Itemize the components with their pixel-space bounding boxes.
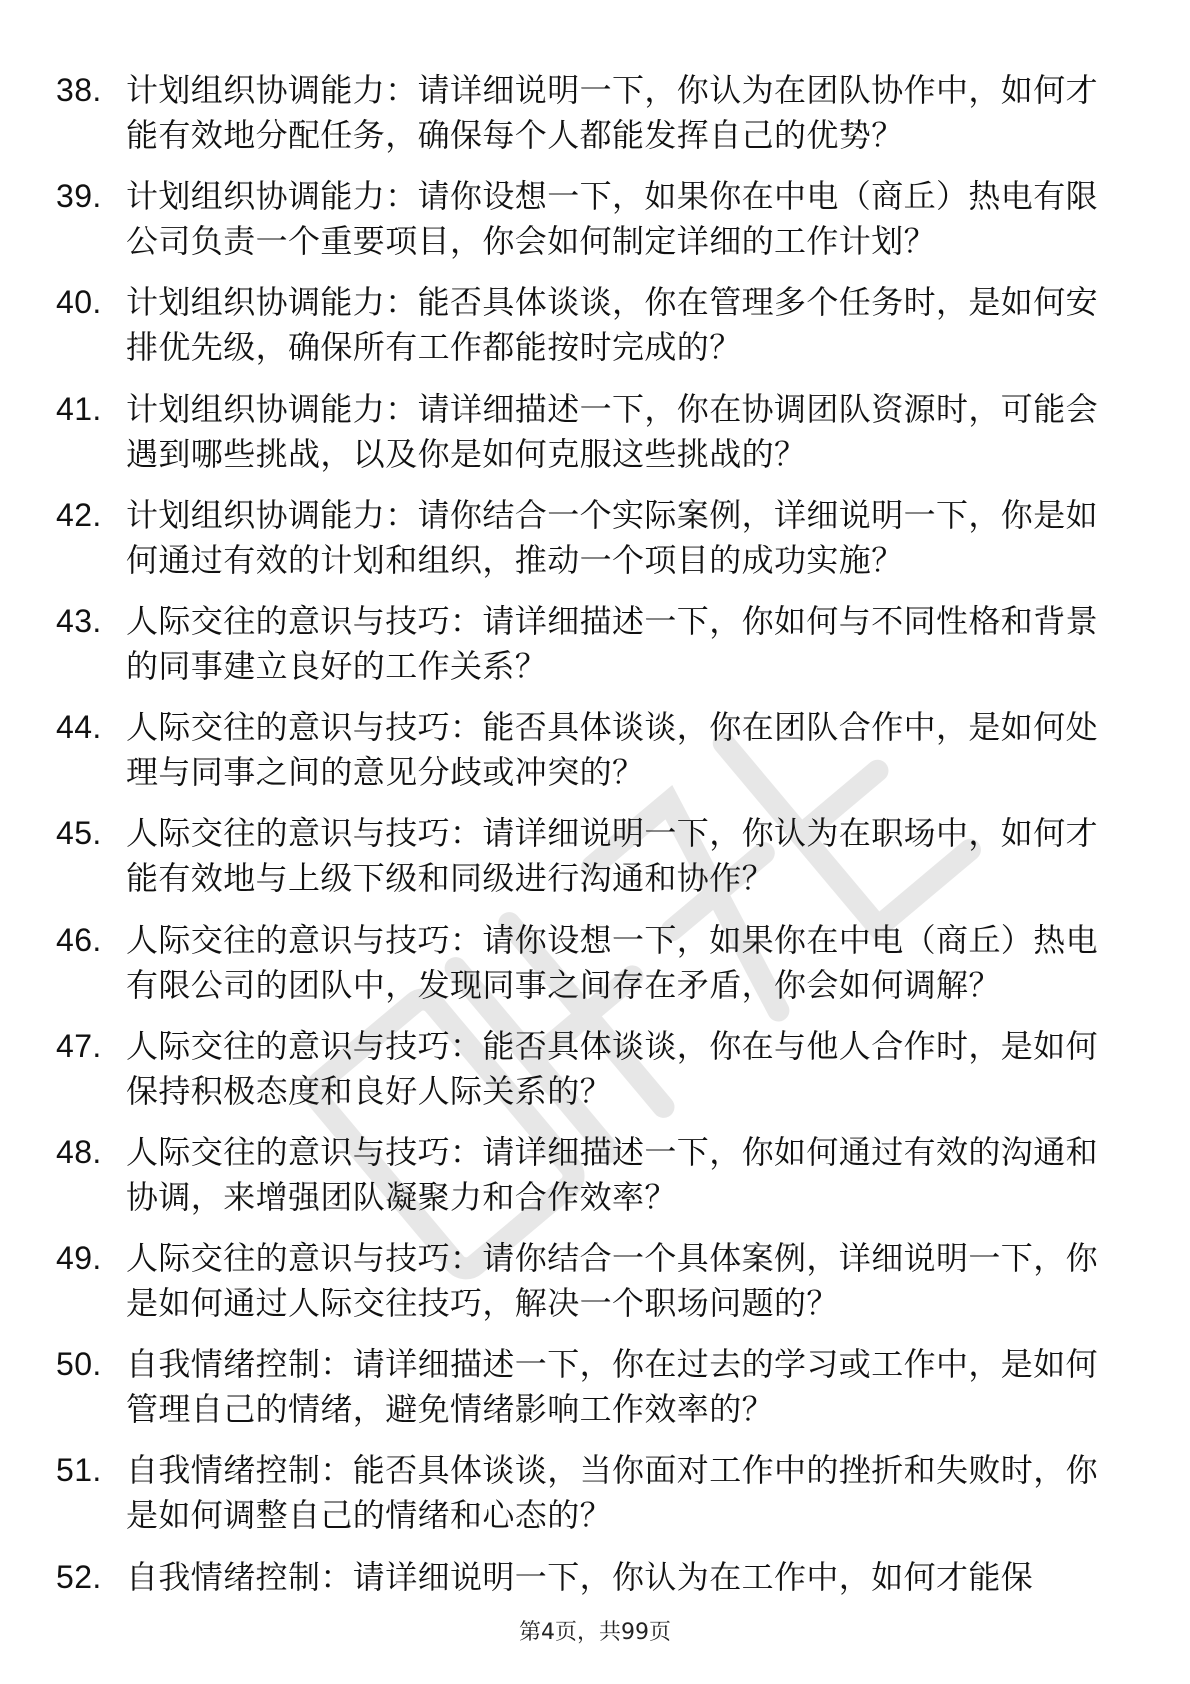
question-number: 46. [56,921,102,958]
question-number: 41. [56,390,102,427]
question-item [56,1130,1116,1220]
question-number: 48. [56,1133,102,1170]
question-text: 自我情绪控制：能否具体谈谈，当你面对工作中的挫折和失败时，你是如何调整自己的情绪和心态的？ [126,1451,1099,1535]
question-item [56,811,1116,901]
question-item [56,1024,1116,1114]
question-text: 人际交往的意识与技巧：请详细描述一下，你如何通过有效的沟通和协调，来增强团队凝聚力和合作效率？ [126,1132,1099,1216]
page-footer [0,1618,1190,1648]
question-text: 自我情绪控制：请详细说明一下，你认为在工作中，如何才能保 [126,1557,1034,1596]
question-number: 44. [56,709,102,746]
question-item [56,1342,1116,1432]
question-item [56,493,1116,583]
question-text: 人际交往的意识与技巧：请你设想一下，如果你在中电（商丘）热电有限公司的团队中，发现同事之间存在矛盾，你会如何调解？ [126,920,1099,1004]
question-text: 计划组织协调能力：能否具体谈谈，你在管理多个任务时，是如何安排优先级，确保所有工作都能按时完成的？ [126,283,1099,367]
question-text: 计划组织协调能力：请你结合一个实际案例，详细说明一下，你是如何通过有效的计划和组织，推动一个项目的成功实施？ [126,495,1099,579]
question-text: 人际交往的意识与技巧：请详细说明一下，你认为在职场中，如何才能有效地与上级下级和同级进行沟通和协作？ [126,814,1099,898]
question-number: 43. [56,602,102,639]
question-text: 自我情绪控制：请详细描述一下，你在过去的学习或工作中，是如何管理自己的情绪，避免情绪影响工作效率的？ [126,1345,1099,1429]
question-item [56,599,1116,689]
question-text: 人际交往的意识与技巧：能否具体谈谈，你在与他人合作时，是如何保持积极态度和良好人际关系的？ [126,1026,1099,1110]
question-text: 人际交往的意识与技巧：能否具体谈谈，你在团队合作中，是如何处理与同事之间的意见分歧或冲突的？ [126,708,1099,792]
page-number-label: 第4页，共99页 [519,1620,671,1645]
question-number: 49. [56,1240,102,1277]
question-number: 40. [56,284,102,321]
question-number: 45. [56,815,102,852]
question-number: 50. [56,1346,102,1383]
question-text: 计划组织协调能力：请你设想一下，如果你在中电（商丘）热电有限公司负责一个重要项目，你会如何制定详细的工作计划？ [126,177,1099,261]
question-item [56,1448,1116,1538]
question-number: 52. [56,1558,102,1595]
question-item [56,68,1116,158]
question-number: 38. [56,72,102,108]
question-item [56,918,1116,1008]
question-text: 计划组织协调能力：请详细说明一下，你认为在团队协作中，如何才能有效地分配任务，确保每个人都能发挥自己的优势？ [126,71,1099,154]
question-number: 39. [56,178,102,215]
question-text: 计划组织协调能力：请详细描述一下，你在协调团队资源时，可能会遇到哪些挑战，以及你是如何克服这些挑战的？ [126,389,1099,473]
question-number: 47. [56,1027,102,1064]
question-number: 42. [56,496,102,533]
document-body [56,68,1116,1628]
question-item [56,1555,1116,1600]
question-list [56,68,1116,1600]
question-item [56,387,1116,477]
question-number: 51. [56,1452,102,1489]
question-text: 人际交往的意识与技巧：请你结合一个具体案例，详细说明一下，你是如何通过人际交往技巧，解决一个职场问题的？ [126,1239,1099,1323]
question-item [56,705,1116,795]
question-item [56,280,1116,370]
question-text: 人际交往的意识与技巧：请详细描述一下，你如何与不同性格和背景的同事建立良好的工作关系？ [126,601,1099,685]
question-item [56,1236,1116,1326]
question-item [56,174,1116,264]
